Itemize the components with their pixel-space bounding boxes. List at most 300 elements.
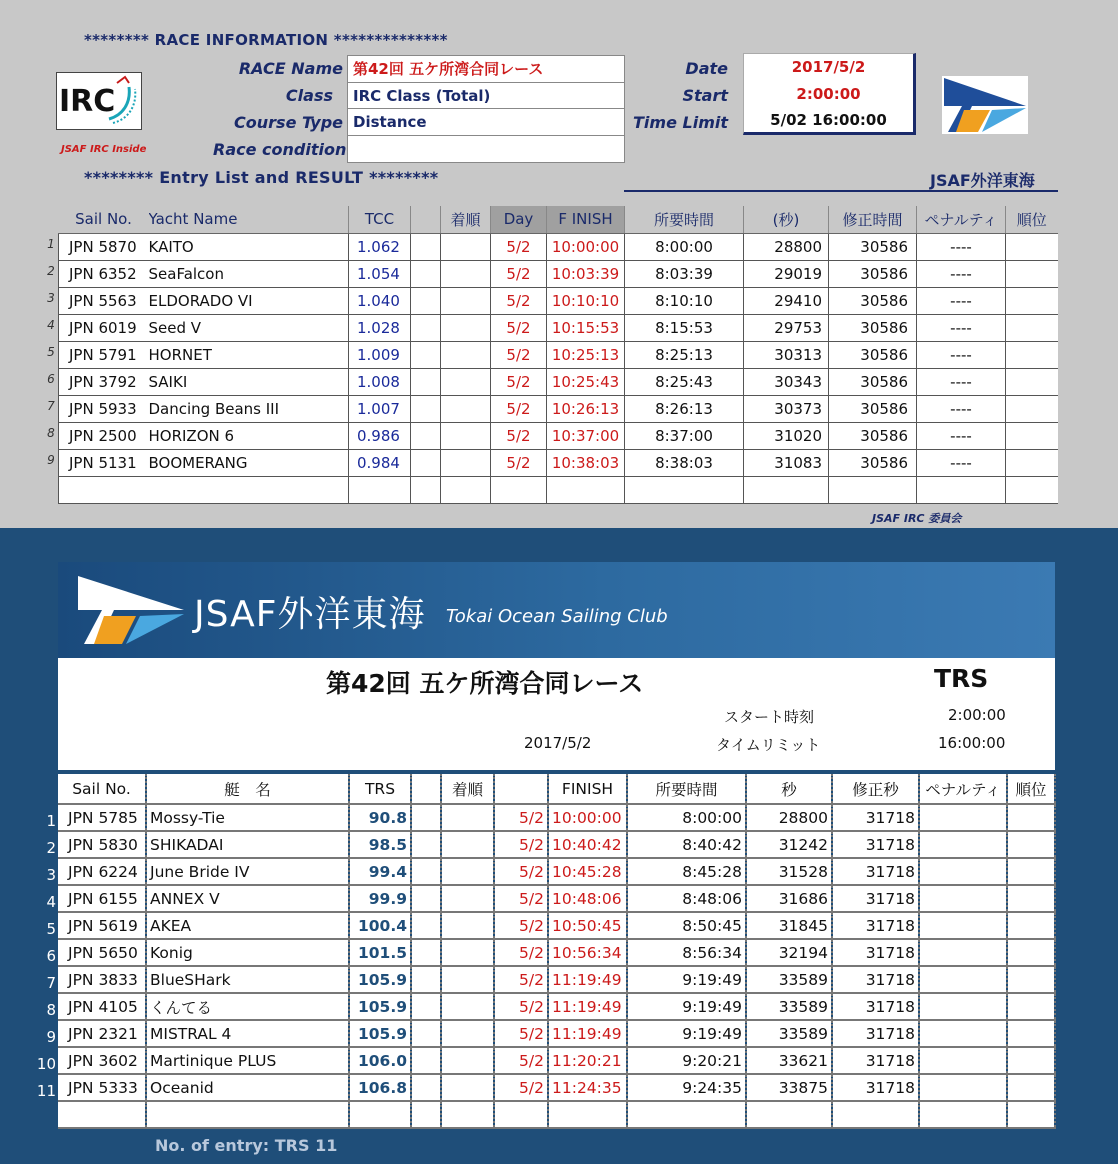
order-cell[interactable] <box>441 1074 494 1101</box>
blank-cell[interactable] <box>411 993 441 1020</box>
day-cell[interactable]: 5/2 <box>494 885 548 912</box>
seconds-cell[interactable]: 31242 <box>746 831 832 858</box>
day-cell[interactable]: 5/2 <box>491 287 547 314</box>
elapsed-cell[interactable] <box>625 476 744 503</box>
trs-header-rank: 順位 <box>1007 774 1055 804</box>
seconds-cell[interactable]: 30373 <box>744 395 829 422</box>
elapsed-cell[interactable] <box>627 1101 746 1128</box>
finish-cell[interactable]: 10:48:06 <box>548 885 627 912</box>
penalty-cell[interactable]: ---- <box>917 395 1006 422</box>
trs-cell[interactable]: 101.5 <box>349 939 411 966</box>
sail-no-cell[interactable]: JPN 5785 <box>58 804 146 831</box>
trs-row-number: 5 <box>46 920 56 938</box>
yacht-name-cell[interactable]: SHIKADAI <box>146 831 349 858</box>
corrected-cell[interactable]: 30586 <box>829 314 917 341</box>
rank-cell[interactable] <box>1007 939 1055 966</box>
rank-cell[interactable] <box>1007 885 1055 912</box>
yacht-name-cell[interactable] <box>146 1101 349 1128</box>
elapsed-cell[interactable]: 8:50:45 <box>627 912 746 939</box>
rank-cell[interactable] <box>1007 993 1055 1020</box>
order-cell[interactable] <box>441 422 491 449</box>
finish-cell[interactable]: 11:24:35 <box>548 1074 627 1101</box>
day-cell[interactable]: 5/2 <box>491 395 547 422</box>
seconds-cell[interactable]: 31083 <box>744 449 829 476</box>
yacht-name-cell[interactable]: June Bride IV <box>146 858 349 885</box>
blank-cell[interactable] <box>411 314 441 341</box>
irc-table-row <box>59 341 1058 368</box>
blank-cell[interactable] <box>411 1020 441 1047</box>
order-cell[interactable] <box>441 804 494 831</box>
elapsed-cell[interactable]: 8:03:39 <box>625 260 744 287</box>
row-number: 1 <box>47 237 55 251</box>
order-cell[interactable] <box>441 966 494 993</box>
sail-no-cell[interactable]: JPN 6019 <box>59 314 149 341</box>
corrected-cell[interactable]: 31718 <box>832 1020 919 1047</box>
trs-header-finish: FINISH <box>548 774 627 804</box>
trs-cell[interactable]: 99.4 <box>349 858 411 885</box>
irc-table-row <box>59 260 1058 287</box>
corrected-cell[interactable]: 30586 <box>829 341 917 368</box>
yacht-name-cell[interactable]: Oceanid <box>146 1074 349 1101</box>
order-cell[interactable] <box>441 1101 494 1128</box>
day-cell[interactable]: 5/2 <box>494 1047 548 1074</box>
order-cell[interactable] <box>441 885 494 912</box>
finish-cell[interactable]: 11:19:49 <box>548 993 627 1020</box>
day-cell[interactable] <box>491 476 547 503</box>
day-cell[interactable]: 5/2 <box>494 993 548 1020</box>
sail-no-cell[interactable] <box>59 476 149 503</box>
trs-cell[interactable]: 99.9 <box>349 885 411 912</box>
seconds-cell[interactable]: 29753 <box>744 314 829 341</box>
sail-no-cell[interactable] <box>58 1101 146 1128</box>
day-cell[interactable]: 5/2 <box>494 912 548 939</box>
sail-no-cell[interactable]: JPN 5791 <box>59 341 149 368</box>
corrected-cell[interactable]: 31718 <box>832 1047 919 1074</box>
seconds-cell[interactable]: 33621 <box>746 1047 832 1074</box>
order-cell[interactable] <box>441 233 491 260</box>
yacht-name-cell[interactable]: Seed V <box>149 314 349 341</box>
order-cell[interactable] <box>441 449 491 476</box>
tcc-cell[interactable]: 1.009 <box>349 341 411 368</box>
header-blank <box>411 206 441 233</box>
penalty-cell[interactable]: ---- <box>917 449 1006 476</box>
elapsed-cell[interactable]: 8:15:53 <box>625 314 744 341</box>
elapsed-cell[interactable]: 9:19:49 <box>627 993 746 1020</box>
rank-cell[interactable] <box>1006 476 1058 503</box>
tcc-cell[interactable]: 1.007 <box>349 395 411 422</box>
finish-cell[interactable]: 10:26:13 <box>547 395 625 422</box>
corrected-cell[interactable]: 31718 <box>832 912 919 939</box>
date-value[interactable]: 2017/5/2 <box>791 58 866 76</box>
order-cell[interactable] <box>441 939 494 966</box>
corrected-cell[interactable]: 30586 <box>829 287 917 314</box>
yacht-name-cell[interactable]: Martinique PLUS <box>146 1047 349 1074</box>
corrected-cell[interactable]: 30586 <box>829 260 917 287</box>
penalty-cell[interactable] <box>919 804 1007 831</box>
order-cell[interactable] <box>441 831 494 858</box>
blank-cell[interactable] <box>411 885 441 912</box>
order-cell[interactable] <box>441 1047 494 1074</box>
blank-cell[interactable] <box>411 341 441 368</box>
elapsed-cell[interactable]: 9:19:49 <box>627 966 746 993</box>
seconds-cell[interactable]: 33589 <box>746 1020 832 1047</box>
penalty-cell[interactable] <box>919 831 1007 858</box>
seconds-cell[interactable]: 28800 <box>744 233 829 260</box>
elapsed-cell[interactable]: 8:25:43 <box>625 368 744 395</box>
elapsed-cell[interactable]: 8:00:00 <box>627 804 746 831</box>
penalty-cell[interactable] <box>919 1047 1007 1074</box>
race-name-label: RACE Name <box>238 59 343 78</box>
trs-date: 2017/5/2 <box>524 734 592 752</box>
finish-cell[interactable]: 10:00:00 <box>547 233 625 260</box>
finish-cell[interactable] <box>547 476 625 503</box>
penalty-cell[interactable]: ---- <box>917 287 1006 314</box>
order-cell[interactable] <box>441 912 494 939</box>
trs-cell[interactable]: 105.9 <box>349 1020 411 1047</box>
blank-cell[interactable] <box>411 449 441 476</box>
yacht-name-cell[interactable]: BOOMERANG <box>149 449 349 476</box>
tcc-cell[interactable]: 0.986 <box>349 422 411 449</box>
finish-cell[interactable]: 10:37:00 <box>547 422 625 449</box>
sail-no-cell[interactable]: JPN 3833 <box>58 966 146 993</box>
day-cell[interactable]: 5/2 <box>491 449 547 476</box>
elapsed-cell[interactable]: 8:25:13 <box>625 341 744 368</box>
elapsed-cell[interactable]: 8:40:42 <box>627 831 746 858</box>
finish-cell[interactable]: 10:10:10 <box>547 287 625 314</box>
trs-row-number: 11 <box>36 1082 56 1100</box>
seconds-cell[interactable] <box>744 476 829 503</box>
elapsed-cell[interactable]: 8:10:10 <box>625 287 744 314</box>
finish-cell[interactable]: 10:38:03 <box>547 449 625 476</box>
blank-cell[interactable] <box>411 966 441 993</box>
trs-cell[interactable]: 106.0 <box>349 1047 411 1074</box>
yacht-name-cell[interactable]: SeaFalcon <box>149 260 349 287</box>
blank-cell[interactable] <box>411 422 441 449</box>
corrected-cell[interactable] <box>829 476 917 503</box>
sail-no-cell[interactable]: JPN 3792 <box>59 368 149 395</box>
blank-cell[interactable] <box>411 1074 441 1101</box>
sail-no-cell[interactable]: JPN 3602 <box>58 1047 146 1074</box>
sail-no-cell[interactable]: JPN 5563 <box>59 287 149 314</box>
yacht-name-cell[interactable]: SAIKI <box>149 368 349 395</box>
seconds-cell[interactable] <box>746 1101 832 1128</box>
tcc-cell[interactable]: 1.062 <box>349 233 411 260</box>
order-cell[interactable] <box>441 260 491 287</box>
corrected-cell[interactable]: 31718 <box>832 966 919 993</box>
elapsed-cell[interactable]: 8:26:13 <box>625 395 744 422</box>
seconds-cell[interactable]: 29410 <box>744 287 829 314</box>
finish-cell[interactable]: 10:25:13 <box>547 341 625 368</box>
elapsed-cell[interactable]: 8:48:06 <box>627 885 746 912</box>
trs-header-yacht-name: 艇 名 <box>146 774 349 804</box>
seconds-cell[interactable]: 29019 <box>744 260 829 287</box>
yacht-name-cell[interactable]: ELDORADO VI <box>149 287 349 314</box>
corrected-cell[interactable]: 31718 <box>832 993 919 1020</box>
penalty-cell[interactable] <box>919 1101 1007 1128</box>
finish-cell[interactable]: 10:45:28 <box>548 858 627 885</box>
blank-cell[interactable] <box>411 368 441 395</box>
yacht-name-cell[interactable]: KAITO <box>149 233 349 260</box>
rank-cell[interactable] <box>1006 422 1058 449</box>
finish-cell[interactable]: 10:00:00 <box>548 804 627 831</box>
sail-no-cell[interactable]: JPN 6224 <box>58 858 146 885</box>
finish-cell[interactable]: 10:03:39 <box>547 260 625 287</box>
corrected-cell[interactable]: 30586 <box>829 368 917 395</box>
race-name-value[interactable]: 第42回 五ケ所湾合同レース <box>348 56 624 83</box>
finish-cell[interactable]: 11:20:21 <box>548 1047 627 1074</box>
elapsed-cell[interactable]: 9:24:35 <box>627 1074 746 1101</box>
finish-cell[interactable]: 10:25:43 <box>547 368 625 395</box>
seconds-cell[interactable]: 28800 <box>746 804 832 831</box>
race-condition-label: Race condition <box>213 140 347 159</box>
blank-cell[interactable] <box>411 939 441 966</box>
irc-table-row <box>59 422 1058 449</box>
finish-cell[interactable]: 11:19:49 <box>548 966 627 993</box>
rank-cell[interactable] <box>1006 341 1058 368</box>
penalty-cell[interactable] <box>919 858 1007 885</box>
corrected-cell[interactable]: 30586 <box>829 395 917 422</box>
day-cell[interactable]: 5/2 <box>494 858 548 885</box>
class-value[interactable]: IRC Class (Total) <box>348 83 624 110</box>
seconds-cell[interactable]: 33589 <box>746 966 832 993</box>
finish-cell[interactable]: 10:40:42 <box>548 831 627 858</box>
sail-no-cell[interactable]: JPN 5131 <box>59 449 149 476</box>
penalty-cell[interactable]: ---- <box>917 314 1006 341</box>
race-condition-value[interactable] <box>348 136 624 163</box>
blank-cell[interactable] <box>411 858 441 885</box>
finish-cell[interactable]: 10:56:34 <box>548 939 627 966</box>
day-cell[interactable]: 5/2 <box>494 831 548 858</box>
irc-table-row <box>59 314 1058 341</box>
blank-cell[interactable] <box>411 476 441 503</box>
sail-no-cell[interactable]: JPN 5870 <box>59 233 149 260</box>
header-day: Day <box>491 206 547 233</box>
day-cell[interactable]: 5/2 <box>494 1074 548 1101</box>
penalty-cell[interactable] <box>919 993 1007 1020</box>
day-cell[interactable]: 5/2 <box>491 314 547 341</box>
order-cell[interactable] <box>441 993 494 1020</box>
day-cell[interactable]: 5/2 <box>494 939 548 966</box>
seconds-cell[interactable]: 32194 <box>746 939 832 966</box>
corrected-cell[interactable]: 31718 <box>832 885 919 912</box>
rank-cell[interactable] <box>1007 1074 1055 1101</box>
finish-cell[interactable]: 10:50:45 <box>548 912 627 939</box>
seconds-cell[interactable]: 33589 <box>746 993 832 1020</box>
elapsed-cell[interactable]: 9:20:21 <box>627 1047 746 1074</box>
day-cell[interactable] <box>494 1101 548 1128</box>
seconds-cell[interactable]: 31686 <box>746 885 832 912</box>
irc-table-row <box>59 476 1058 503</box>
elapsed-cell[interactable]: 8:56:34 <box>627 939 746 966</box>
elapsed-cell[interactable]: 8:37:00 <box>625 422 744 449</box>
row-number: 4 <box>47 318 55 332</box>
yacht-name-cell[interactable]: AKEA <box>146 912 349 939</box>
order-cell[interactable] <box>441 858 494 885</box>
corrected-cell[interactable] <box>832 1101 919 1128</box>
order-cell[interactable] <box>441 395 491 422</box>
trs-cell[interactable]: 105.9 <box>349 993 411 1020</box>
tcc-cell[interactable]: 1.028 <box>349 314 411 341</box>
sail-no-cell[interactable]: JPN 4105 <box>58 993 146 1020</box>
penalty-cell[interactable]: ---- <box>917 368 1006 395</box>
blank-cell[interactable] <box>411 831 441 858</box>
blank-cell[interactable] <box>411 233 441 260</box>
rank-cell[interactable] <box>1006 368 1058 395</box>
day-cell[interactable]: 5/2 <box>491 422 547 449</box>
corrected-cell[interactable]: 31718 <box>832 858 919 885</box>
seconds-cell[interactable]: 31845 <box>746 912 832 939</box>
trs-table-row <box>58 1047 1055 1074</box>
trs-cell[interactable]: 90.8 <box>349 804 411 831</box>
rank-cell[interactable] <box>1007 831 1055 858</box>
blank-cell[interactable] <box>411 912 441 939</box>
day-cell[interactable]: 5/2 <box>491 260 547 287</box>
blank-cell[interactable] <box>411 1101 441 1128</box>
seconds-cell[interactable]: 33875 <box>746 1074 832 1101</box>
day-cell[interactable]: 5/2 <box>491 233 547 260</box>
corrected-cell[interactable]: 31718 <box>832 804 919 831</box>
finish-cell[interactable]: 10:15:53 <box>547 314 625 341</box>
blank-cell[interactable] <box>411 287 441 314</box>
trs-cell[interactable] <box>349 1101 411 1128</box>
seconds-cell[interactable]: 31528 <box>746 858 832 885</box>
yacht-name-cell[interactable]: Konig <box>146 939 349 966</box>
rank-cell[interactable] <box>1006 260 1058 287</box>
day-cell[interactable]: 5/2 <box>494 804 548 831</box>
seconds-cell[interactable]: 30313 <box>744 341 829 368</box>
trs-header-elapsed: 所要時間 <box>627 774 746 804</box>
elapsed-cell[interactable]: 8:38:03 <box>625 449 744 476</box>
sail-no-cell[interactable]: JPN 5830 <box>58 831 146 858</box>
order-cell[interactable] <box>441 314 491 341</box>
corrected-cell[interactable]: 30586 <box>829 449 917 476</box>
penalty-cell[interactable] <box>919 939 1007 966</box>
penalty-cell[interactable]: ---- <box>917 260 1006 287</box>
rank-cell[interactable] <box>1007 1020 1055 1047</box>
sail-no-cell[interactable]: JPN 6352 <box>59 260 149 287</box>
rank-cell[interactable] <box>1007 1101 1055 1128</box>
row-number: 8 <box>47 426 55 440</box>
penalty-cell[interactable]: ---- <box>917 422 1006 449</box>
start-value[interactable]: 2:00:00 <box>796 84 861 103</box>
blank-cell[interactable] <box>411 1047 441 1074</box>
rank-cell[interactable] <box>1007 858 1055 885</box>
day-cell[interactable]: 5/2 <box>491 341 547 368</box>
corrected-cell[interactable]: 31718 <box>832 939 919 966</box>
rank-cell[interactable] <box>1006 287 1058 314</box>
corrected-cell[interactable]: 31718 <box>832 1074 919 1101</box>
tcc-cell[interactable]: 1.054 <box>349 260 411 287</box>
order-cell[interactable] <box>441 476 491 503</box>
finish-cell[interactable]: 11:19:49 <box>548 1020 627 1047</box>
course-type-value[interactable]: Distance <box>348 109 624 136</box>
trs-header-blank <box>411 774 441 804</box>
order-cell[interactable] <box>441 287 491 314</box>
order-cell[interactable] <box>441 1020 494 1047</box>
penalty-cell[interactable] <box>919 966 1007 993</box>
day-cell[interactable]: 5/2 <box>494 1020 548 1047</box>
penalty-cell[interactable] <box>919 885 1007 912</box>
penalty-cell[interactable] <box>917 476 1006 503</box>
blank-cell[interactable] <box>411 804 441 831</box>
yacht-name-cell[interactable] <box>149 476 349 503</box>
yacht-name-cell[interactable]: Dancing Beans III <box>149 395 349 422</box>
penalty-cell[interactable] <box>919 1020 1007 1047</box>
rank-cell[interactable] <box>1006 314 1058 341</box>
sail-no-cell[interactable]: JPN 5650 <box>58 939 146 966</box>
entry-count-footer: No. of entry: TRS 11 <box>155 1136 338 1155</box>
trs-table-row <box>58 885 1055 912</box>
trs-results-table <box>58 774 1056 1129</box>
day-cell[interactable]: 5/2 <box>491 368 547 395</box>
yacht-name-cell[interactable]: MISTRAL 4 <box>146 1020 349 1047</box>
elapsed-cell[interactable]: 9:19:49 <box>627 1020 746 1047</box>
penalty-cell[interactable]: ---- <box>917 233 1006 260</box>
rank-cell[interactable] <box>1007 1047 1055 1074</box>
trs-row-number: 1 <box>46 812 56 830</box>
finish-cell[interactable] <box>548 1101 627 1128</box>
sail-no-cell[interactable]: JPN 5933 <box>59 395 149 422</box>
rank-cell[interactable] <box>1007 912 1055 939</box>
rank-cell[interactable] <box>1007 966 1055 993</box>
corrected-cell[interactable]: 31718 <box>832 831 919 858</box>
blank-cell[interactable] <box>411 395 441 422</box>
club-header-subtitle: Tokai Ocean Sailing Club <box>446 606 668 627</box>
rank-cell[interactable] <box>1006 233 1058 260</box>
order-cell[interactable] <box>441 341 491 368</box>
corrected-cell[interactable]: 30586 <box>829 422 917 449</box>
yacht-name-cell[interactable]: HORIZON 6 <box>149 422 349 449</box>
seconds-cell[interactable]: 30343 <box>744 368 829 395</box>
sail-no-cell[interactable]: JPN 5619 <box>58 912 146 939</box>
yacht-name-cell[interactable]: くんてる <box>146 993 349 1020</box>
sail-no-cell[interactable]: JPN 2321 <box>58 1020 146 1047</box>
seconds-cell[interactable]: 31020 <box>744 422 829 449</box>
header-seconds: (秒) <box>744 206 829 233</box>
penalty-cell[interactable] <box>919 1074 1007 1101</box>
tcc-cell[interactable]: 1.040 <box>349 287 411 314</box>
sail-no-cell[interactable]: JPN 2500 <box>59 422 149 449</box>
trs-cell[interactable]: 106.8 <box>349 1074 411 1101</box>
corrected-cell[interactable]: 30586 <box>829 233 917 260</box>
order-cell[interactable] <box>441 368 491 395</box>
tcc-cell[interactable]: 1.008 <box>349 368 411 395</box>
yacht-name-cell[interactable]: BlueSHark <box>146 966 349 993</box>
penalty-cell[interactable]: ---- <box>917 341 1006 368</box>
rank-cell[interactable] <box>1007 804 1055 831</box>
elapsed-cell[interactable]: 8:00:00 <box>625 233 744 260</box>
penalty-cell[interactable] <box>919 912 1007 939</box>
jsaf-banner-logo-icon <box>76 574 186 646</box>
tcc-cell[interactable] <box>349 476 411 503</box>
yacht-name-cell[interactable]: Mossy-Tie <box>146 804 349 831</box>
trs-cell[interactable]: 98.5 <box>349 831 411 858</box>
blank-cell[interactable] <box>411 260 441 287</box>
sail-no-cell[interactable]: JPN 6155 <box>58 885 146 912</box>
time-limit-value[interactable]: 5/02 16:00:00 <box>770 111 887 129</box>
day-cell[interactable]: 5/2 <box>494 966 548 993</box>
trs-cell[interactable]: 100.4 <box>349 912 411 939</box>
yacht-name-cell[interactable]: HORNET <box>149 341 349 368</box>
rank-cell[interactable] <box>1006 449 1058 476</box>
irc-results-table <box>58 206 1058 504</box>
trs-cell[interactable]: 105.9 <box>349 966 411 993</box>
yacht-name-cell[interactable]: ANNEX V <box>146 885 349 912</box>
tcc-cell[interactable]: 0.984 <box>349 449 411 476</box>
sail-no-cell[interactable]: JPN 5333 <box>58 1074 146 1101</box>
elapsed-cell[interactable]: 8:45:28 <box>627 858 746 885</box>
rank-cell[interactable] <box>1006 395 1058 422</box>
